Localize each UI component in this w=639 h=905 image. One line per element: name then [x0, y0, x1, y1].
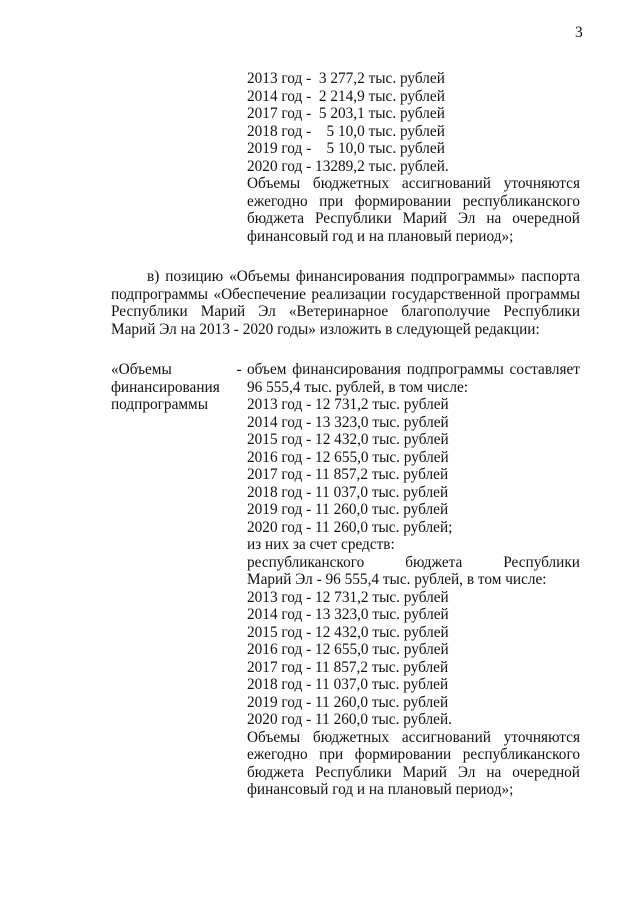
- year-funding-line: 2020 год - 13289,2 тыс. рублей.: [247, 157, 449, 175]
- budget-note-line: ежегодно при формировании республиканского: [247, 746, 580, 763]
- page-number: 3: [575, 24, 583, 41]
- budget-note-line: бюджета Республики Марий Эл на очередной: [247, 210, 580, 227]
- paragraph-line: Марий Эл на 2013 - 2020 годы» изложить в следующей редакции:: [111, 320, 540, 338]
- section-content: [247, 361, 580, 799]
- budget-note-line: бюджета Республики Марий Эл на очередной: [247, 763, 580, 781]
- year-funding-line: 2018 год - 5 10,0 тыс. рублей: [247, 122, 445, 140]
- budget-note-line: Объемы бюджетных ассигнований уточняются: [247, 728, 580, 746]
- year-funding-line: 2017 год - 11 857,2 тыс. рублей: [247, 658, 449, 676]
- republic-budget-line: республиканского бюджета Республики: [247, 553, 580, 571]
- section-label-line: финансирования: [111, 378, 220, 396]
- year-funding-line: 2020 год - 11 260,0 тыс. рублей.: [247, 711, 452, 728]
- year-funding-line: 2015 год - 12 432,0 тыс. рублей: [247, 431, 449, 448]
- year-funding-line: 2019 год - 11 260,0 тыс. рублей: [247, 501, 449, 518]
- year-funding-line: 2013 год - 3 277,2 тыс. рублей: [247, 70, 445, 87]
- year-funding-line: 2017 год - 5 203,1 тыс. рублей: [247, 105, 445, 122]
- year-funding-line: 2013 год - 12 731,2 тыс. рублей: [247, 588, 449, 606]
- section-label: [111, 361, 231, 414]
- paragraph-line: Республики Марий Эл «Ветеринарное благополучие Республики: [111, 303, 580, 320]
- year-funding-line: 2017 год - 11 857,2 тыс. рублей: [247, 466, 449, 483]
- year-funding-line: 2018 год - 11 037,0 тыс. рублей: [247, 483, 449, 501]
- year-funding-line: 2016 год - 12 655,0 тыс. рублей: [247, 641, 449, 658]
- year-funding-line: 2019 год - 11 260,0 тыс. рублей: [247, 693, 449, 711]
- section-label-line: «Объемы: [111, 361, 172, 378]
- year-funding-line: 2013 год - 12 731,2 тыс. рублей: [247, 396, 449, 413]
- section-dash: -: [236, 361, 242, 378]
- year-funding-line: 2019 год - 5 10,0 тыс. рублей: [247, 140, 445, 157]
- year-funding-line: 2020 год - 11 260,0 тыс. рублей;: [247, 518, 453, 536]
- budget-note-line: ежегодно при формировании республиканского: [247, 192, 580, 210]
- republic-budget-line: Марий Эл - 96 555,4 тыс. рублей, в том числе:: [247, 571, 547, 588]
- budget-note-line: финансовый год и на плановый период»;: [247, 227, 514, 245]
- budget-note-line: Объемы бюджетных ассигнований уточняются: [247, 175, 580, 192]
- year-funding-line: 2015 год - 12 432,0 тыс. рублей: [247, 623, 449, 641]
- intro-line: 96 555,4 тыс. рублей, в том числе:: [247, 378, 469, 396]
- sources-label: из них за счет средств:: [247, 536, 395, 553]
- paragraph-line: подпрограммы «Обеспечение реализации государственной программы: [111, 285, 580, 303]
- funding-continuation-block: [247, 70, 580, 245]
- year-funding-line: 2016 год - 12 655,0 тыс. рублей: [247, 448, 449, 466]
- paragraph-line: в) позицию «Объемы финансирования подпрограммы» паспорта: [147, 268, 580, 285]
- year-funding-line: 2014 год - 13 323,0 тыс. рублей: [247, 413, 449, 431]
- year-funding-line: 2014 год - 13 323,0 тыс. рублей: [247, 606, 449, 623]
- section-label-line: подпрограммы: [111, 396, 209, 413]
- item-v-paragraph: [111, 268, 580, 338]
- year-funding-line: 2014 год - 2 214,9 тыс. рублей: [247, 87, 445, 105]
- intro-line: объем финансирования подпрограммы составляет: [247, 361, 580, 378]
- year-funding-line: 2018 год - 11 037,0 тыс. рублей: [247, 676, 449, 693]
- budget-note-line: финансовый год и на плановый период»;: [247, 781, 514, 798]
